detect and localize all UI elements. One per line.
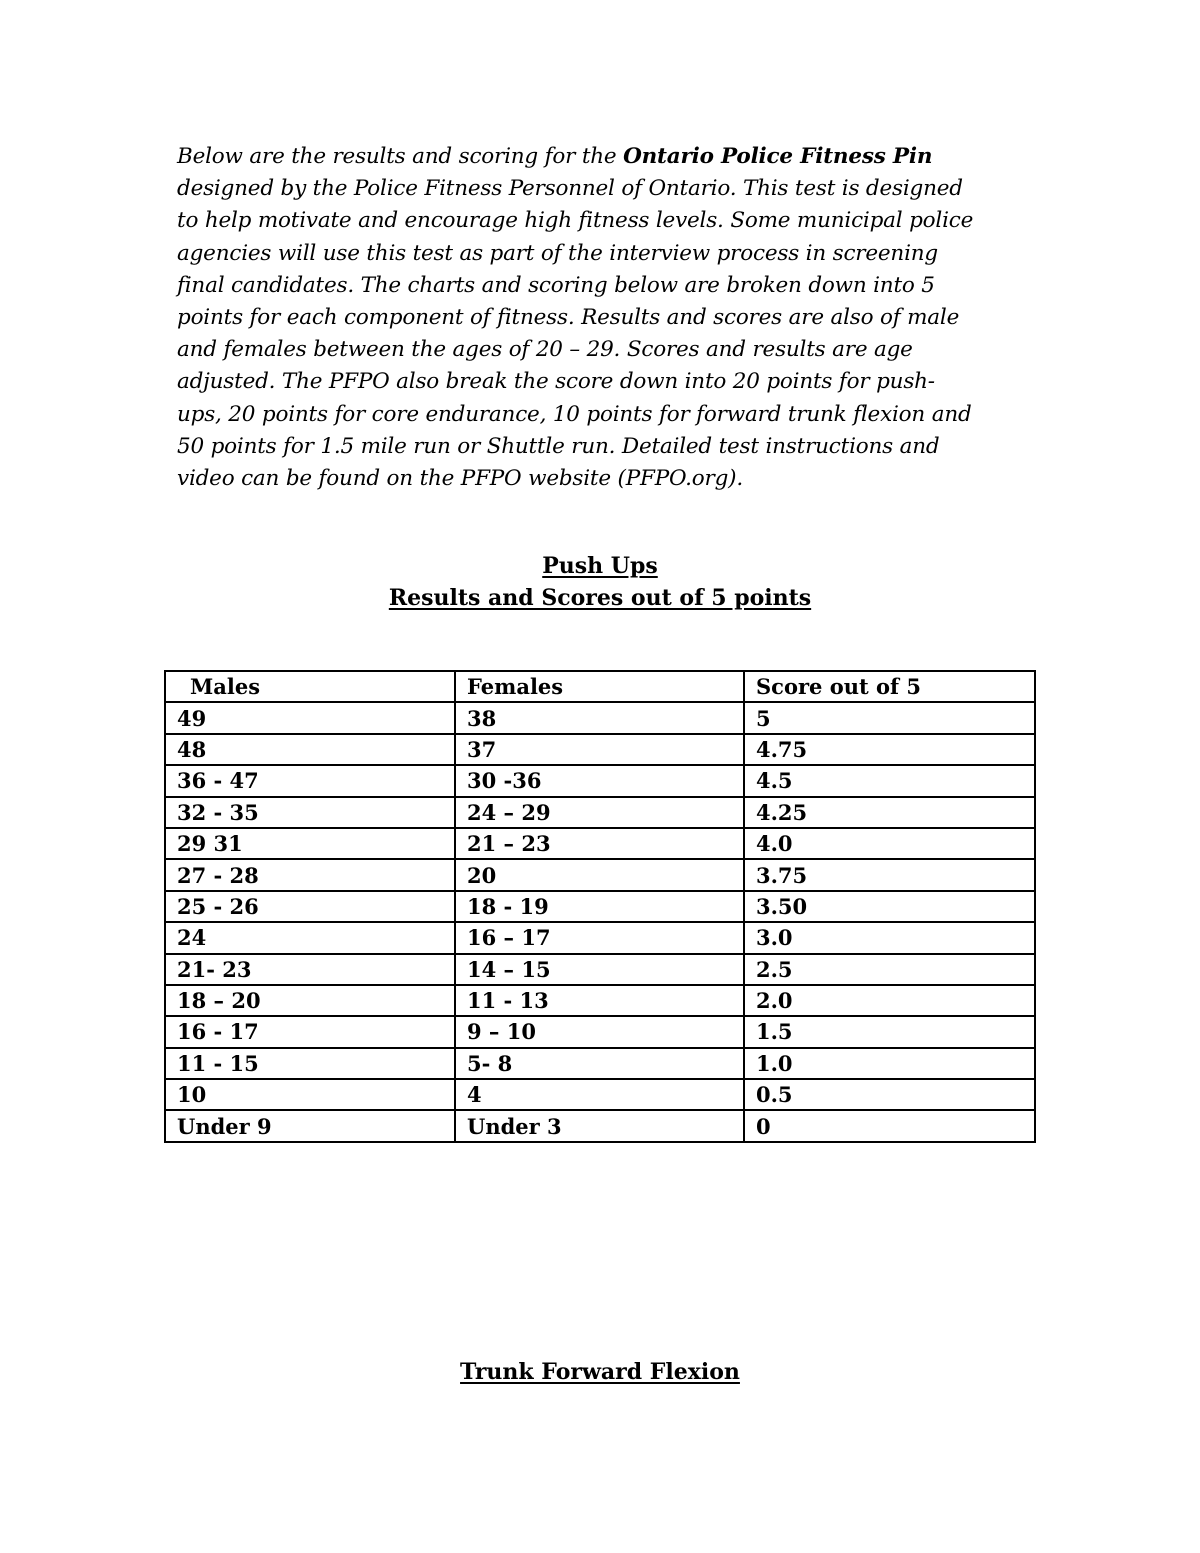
score-cell: 0.5 (744, 1079, 1035, 1110)
score-cell: 2.0 (744, 985, 1035, 1016)
table-row (165, 954, 1035, 985)
score-cell: 2.5 (744, 954, 1035, 985)
header-males: Males (165, 671, 455, 702)
table-row (165, 1079, 1035, 1110)
males-cell: 16 - 17 (165, 1016, 455, 1047)
females-cell: 20 (455, 859, 744, 890)
program-name: Ontario Police Fitness Pin (623, 144, 933, 169)
score-cell: 3.0 (744, 922, 1035, 953)
score-cell: 4.25 (744, 797, 1035, 828)
pushups-title: Push Ups (542, 553, 658, 579)
females-cell: 24 – 29 (455, 797, 744, 828)
table-row (165, 859, 1035, 890)
score-cell: 5 (744, 702, 1035, 733)
table-row (165, 765, 1035, 796)
males-cell: 48 (165, 734, 455, 765)
intro-line: points for each component of fitness. Results and scores are also of male (177, 305, 960, 331)
intro-line: final candidates. The charts and scoring below are broken down into 5 (177, 272, 935, 298)
males-cell: 18 – 20 (165, 985, 455, 1016)
females-cell: 37 (455, 734, 744, 765)
pushups-score-table (164, 670, 1036, 1143)
score-cell: 0 (744, 1110, 1035, 1141)
males-cell: 49 (165, 702, 455, 733)
score-cell: 4.5 (744, 765, 1035, 796)
intro-line: Below are the results and scoring for the Ontario Police Fitness Pin (177, 144, 933, 169)
score-cell: 4.75 (744, 734, 1035, 765)
females-cell: 4 (455, 1079, 744, 1110)
females-cell: 5- 8 (455, 1048, 744, 1079)
pushups-subtitle: Results and Scores out of 5 points (388, 585, 812, 611)
intro-line: video can be found on the PFPO website (PFPO.org). (177, 466, 743, 492)
intro-line: 50 points for 1.5 mile run or Shuttle run. Detailed test instructions and (177, 433, 940, 459)
females-cell: Under 3 (455, 1110, 744, 1141)
score-cell: 3.75 (744, 859, 1035, 890)
males-cell: 21- 23 (165, 954, 455, 985)
table-row (165, 891, 1035, 922)
females-cell: 14 – 15 (455, 954, 744, 985)
males-cell: 32 - 35 (165, 797, 455, 828)
table-row (165, 828, 1035, 859)
males-cell: 25 - 26 (165, 891, 455, 922)
intro-line: agencies will use this test as part of the interview process in screening (177, 240, 938, 266)
males-cell: 10 (165, 1079, 455, 1110)
table-row (165, 922, 1035, 953)
males-cell: Under 9 (165, 1110, 455, 1141)
females-cell: 38 (455, 702, 744, 733)
score-cell: 3.50 (744, 891, 1035, 922)
males-cell: 24 (165, 922, 455, 953)
intro-line: adjusted. The PFPO also break the score down into 20 points for push- (177, 369, 935, 395)
table-header-row (165, 671, 1035, 702)
header-females: Females (455, 671, 744, 702)
males-cell: 27 - 28 (165, 859, 455, 890)
intro-line: and females between the ages of 20 – 29. Scores and results are age (177, 337, 913, 363)
females-cell: 16 – 17 (455, 922, 744, 953)
males-cell: 29 31 (165, 828, 455, 859)
header-score: Score out of 5 (744, 671, 1035, 702)
females-cell: 18 - 19 (455, 891, 744, 922)
females-cell: 11 - 13 (455, 985, 744, 1016)
score-cell: 1.0 (744, 1048, 1035, 1079)
table-row (165, 1016, 1035, 1047)
intro-line: designed by the Police Fitness Personnel of Ontario. This test is designed (177, 176, 963, 202)
females-cell: 21 – 23 (455, 828, 744, 859)
trunk-flexion-title: Trunk Forward Flexion (460, 1359, 740, 1385)
intro-line: to help motivate and encourage high fitness levels. Some municipal police (177, 208, 974, 234)
score-cell: 1.5 (744, 1016, 1035, 1047)
table-row (165, 985, 1035, 1016)
intro-line: ups, 20 points for core endurance, 10 points for forward trunk flexion and (177, 401, 972, 427)
table-row (165, 702, 1035, 733)
table-row (165, 1048, 1035, 1079)
males-cell: 11 - 15 (165, 1048, 455, 1079)
table-row (165, 1110, 1035, 1141)
table-row (165, 797, 1035, 828)
females-cell: 9 – 10 (455, 1016, 744, 1047)
table-row (165, 734, 1035, 765)
score-cell: 4.0 (744, 828, 1035, 859)
males-cell: 36 - 47 (165, 765, 455, 796)
females-cell: 30 -36 (455, 765, 744, 796)
intro-paragraph (177, 141, 1027, 495)
